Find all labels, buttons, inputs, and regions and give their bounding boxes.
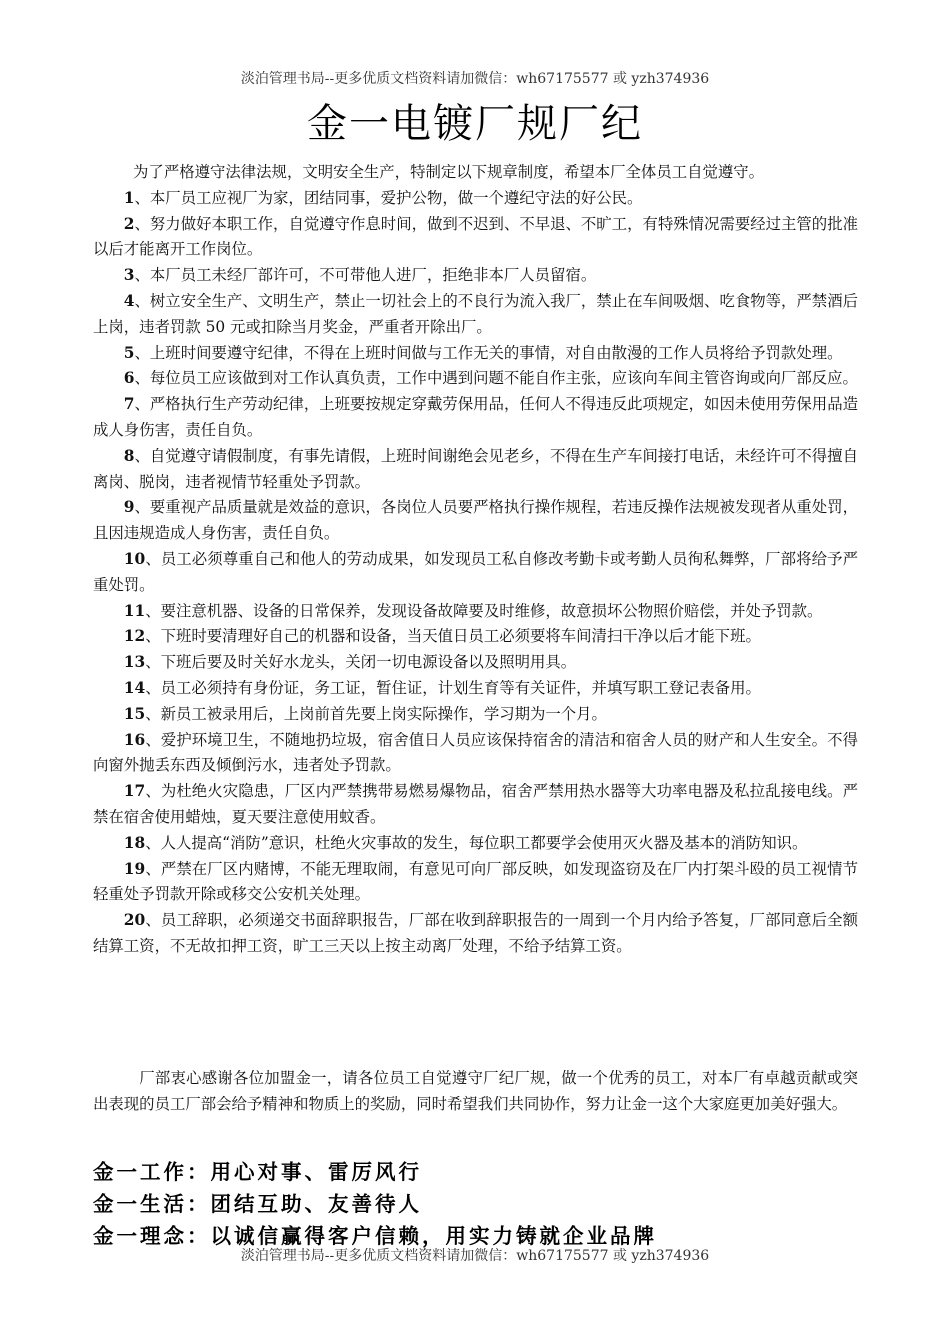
rule-number: 4 <box>123 291 135 310</box>
closing-paragraph: 厂部衷心感谢各位加盟金一，请各位员工自觉遵守厂纪厂规，做一个优秀的员工，对本厂有卓越贡献或突出表现的员工厂部会给予精神和物质上的奖励，同时希望我们共同协作，努力让金一这个大家庭更加美好强大。 <box>93 1069 858 1113</box>
rule-number: 7 <box>123 395 135 414</box>
rule-item <box>93 779 858 831</box>
document-title: 金一电镀厂规厂纪 <box>307 101 643 147</box>
footer-note: 淡泊管理书局--更多优质文档资料请加微信：wh67175577 或 yzh374936 <box>240 1248 710 1264</box>
rule-item <box>93 341 858 367</box>
rule-item <box>93 263 858 289</box>
rule-number: 3 <box>123 266 135 285</box>
rule-number: 12 <box>123 627 146 646</box>
rule-number: 9 <box>123 498 135 517</box>
rule-item <box>93 212 858 264</box>
rule-number: 10 <box>123 549 146 568</box>
motto-life: 金一生活：团结互助、友善待人 <box>93 1192 422 1216</box>
rule-item <box>93 650 858 676</box>
rule-text: 、新员工被录用后，上岗前首先要上岗实际操作，学习期为一个月。 <box>145 704 607 723</box>
rule-item <box>93 495 858 547</box>
rule-text: 、员工必须尊重自己和他人的劳动成果，如发现员工私自修改考勤卡或考勤人员徇私舞弊，厂部将给予严重处罚。 <box>93 549 858 594</box>
rule-text: 、员工必须持有身份证，务工证，暂住证，计划生育等有关证件，并填写职工登记表备用。 <box>145 678 761 697</box>
rule-text: 、下班后要及时关好水龙头，关闭一切电源设备以及照明用具。 <box>145 653 577 672</box>
motto-work: 金一工作：用心对事、雷厉风行 <box>93 1160 422 1184</box>
rule-item <box>93 728 858 780</box>
rule-text: 、努力做好本职工作，自觉遵守作息时间，做到不迟到、不早退、不旷工，有特殊情况需要经过主管的批准以后才能离开工作岗位。 <box>93 214 858 259</box>
rule-item <box>93 366 858 392</box>
rule-item <box>93 702 858 728</box>
rule-number: 6 <box>123 369 135 388</box>
rule-item <box>93 444 858 496</box>
rule-item <box>93 676 858 702</box>
rule-text: 、员工辞职，必须递交书面辞职报告，厂部在收到辞职报告的一周到一个月内给予答复，厂部同意后全额结算工资，不无故扣押工资，旷工三天以上按主动离厂处理，不给予结算工资。 <box>93 911 858 955</box>
intro-paragraph: 为了严格遵守法律法规，文明安全生产，特制定以下规章制度，希望本厂全体员工自觉遵守。 <box>133 163 765 181</box>
rule-item <box>93 831 858 857</box>
rule-item <box>93 857 858 909</box>
motto-philosophy: 金一理念：以诚信赢得客户信赖，用实力铸就企业品牌 <box>93 1224 657 1248</box>
rule-text: 、上班时间要遵守纪律，不得在上班时间做与工作无关的事情，对自由散漫的工作人员将给予罚款处理。 <box>134 343 843 362</box>
rule-text: 、本厂员工未经厂部许可，不可带他人进厂，拒绝非本厂人员留宿。 <box>134 266 597 285</box>
rule-number: 2 <box>123 214 135 233</box>
rule-text: 、严禁在厂区内赌博，不能无理取闹，有意见可向厂部反映，如发现盗窃及在厂内打架斗殴的员工视情节轻重处予罚款开除或移交公安机关处理。 <box>93 859 858 904</box>
rule-number: 20 <box>123 911 146 930</box>
rule-number: 17 <box>123 782 146 801</box>
header-note: 淡泊管理书局--更多优质文档资料请加微信：wh67175577 或 yzh374936 <box>240 71 710 87</box>
rule-item <box>93 392 858 444</box>
rule-text: 、要重视产品质量就是效益的意识，各岗位人员要严格执行操作规程，若违反操作法规被发现者从重处罚，且因违规造成人身伤害，责任自负。 <box>93 498 858 543</box>
rule-number: 14 <box>123 678 146 697</box>
rule-number: 1 <box>123 188 135 207</box>
rules-body <box>93 160 858 960</box>
rule-text: 、本厂员工应视厂为家，团结同事，爱护公物，做一个遵纪守法的好公民。 <box>134 188 643 207</box>
rule-text: 、每位员工应该做到对工作认真负责，工作中遇到问题不能自作主张，应该向车间主管咨询或向厂部反应。 <box>134 369 858 388</box>
rule-number: 18 <box>123 833 146 852</box>
rule-text: 、下班时要清理好自己的机器和设备，当天值日员工必须要将车间清扫干净以后才能下班。 <box>145 627 761 646</box>
rule-number: 11 <box>123 601 146 620</box>
rule-item <box>93 289 858 341</box>
rule-item <box>93 908 858 960</box>
rule-text: 、要注意机器、设备的日常保养，发现设备故障要及时维修，故意损坏公物照价赔偿，并处予罚款。 <box>145 601 823 620</box>
rule-text: 、人人提高“消防”意识，杜绝火灾事故的发生，每位职工都要学会使用灭火器及基本的消防知识。 <box>145 833 808 852</box>
rule-number: 8 <box>123 446 135 465</box>
rule-number: 19 <box>123 859 146 878</box>
rule-number: 16 <box>123 730 146 749</box>
rule-text: 、树立安全生产、文明生产，禁止一切社会上的不良行为流入我厂，禁止在车间吸烟、吃食物等，严禁酒后上岗，违者罚款 50 元或扣除当月奖金，严重者开除出厂。 <box>93 291 858 336</box>
rule-text: 、为杜绝火灾隐患，厂区内严禁携带易燃易爆物品，宿舍严禁用热水器等大功率电器及私拉乱接电线。严禁在宿舍使用蜡烛，夏天要注意使用蚊香。 <box>93 782 858 826</box>
rule-number: 13 <box>123 653 146 672</box>
motto-list <box>93 1156 858 1252</box>
rule-item <box>93 547 858 599</box>
rule-item <box>93 186 858 212</box>
rule-text: 、严格执行生产劳动纪律，上班要按规定穿戴劳保用品，任何人不得违反此项规定，如因未使用劳保用品造成人身伤害，责任自负。 <box>93 395 858 439</box>
rule-item <box>93 599 858 625</box>
rule-item <box>93 624 858 650</box>
rule-text: 、自觉遵守请假制度，有事先请假，上班时间谢绝会见老乡，不得在生产车间接打电话，未经许可不得擅自离岗、脱岗，违者视情节轻重处予罚款。 <box>93 446 858 491</box>
rule-number: 15 <box>123 704 146 723</box>
rule-number: 5 <box>123 343 135 362</box>
rule-text: 、爱护环境卫生，不随地扔垃圾，宿舍值日人员应该保持宿舍的清洁和宿舍人员的财产和人生安全。不得向窗外抛丢东西及倾倒污水，违者处予罚款。 <box>93 730 858 775</box>
